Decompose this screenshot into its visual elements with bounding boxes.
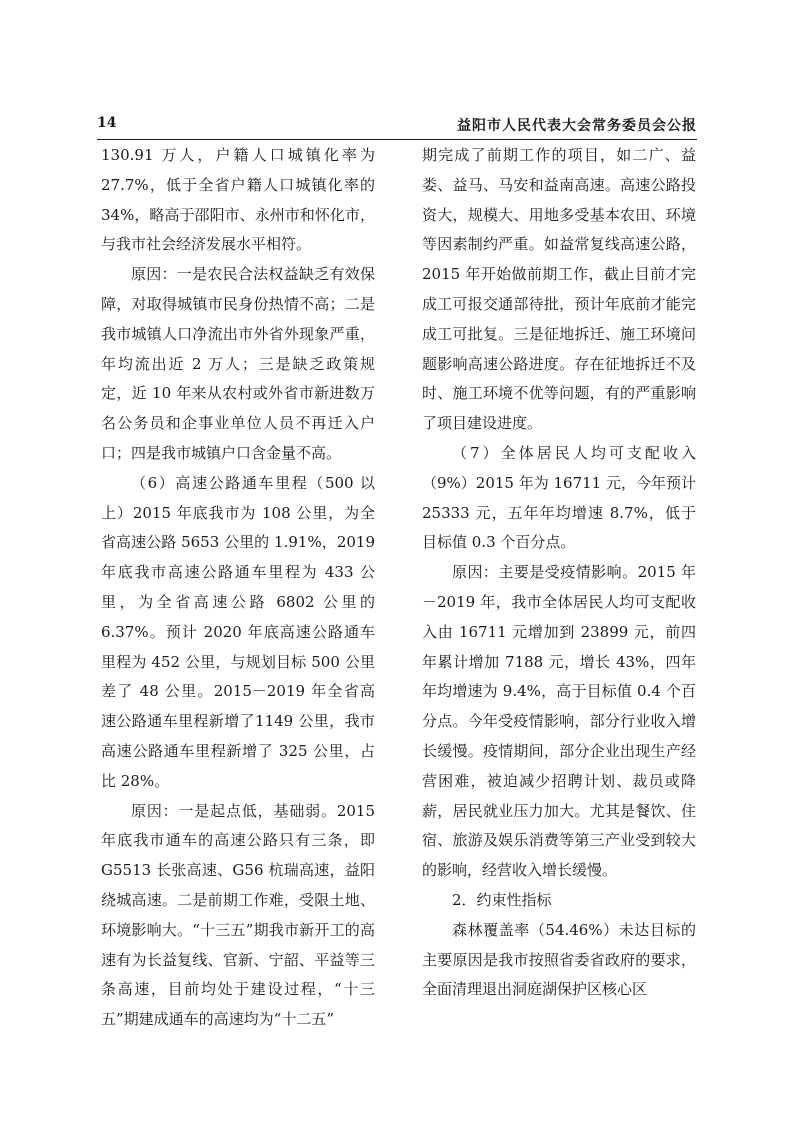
right-column [422,141,696,999]
page-number: 14 [97,115,117,131]
section-heading: 2．约束性指标 [452,890,552,909]
journal-title: 益阳市人民代表大会常务委员会公报 [457,118,697,134]
paragraph: 原因：一是农民合法权益缺乏有效保障，对取得城镇市民身份热情不高；二是我市城镇人口净流出市外省外现象严重，年均流出近 2 万人；三是缺乏政策规定，近 10 年来从农村或外省市新进数万名公务员和企事业单位人员不再迁入户口；四是我市城镇户口含金量不高。 [101,265,375,462]
page-header [97,115,697,137]
paragraph-continued: 130.91 万人，户籍人口城镇化率为27.7%，低于全省户籍人口城镇化率的34%，略高于邵阳市、永州市和怀化市，与我市社会经济发展水平相符。 [101,146,375,254]
left-column [101,141,375,1029]
paragraph: 原因：主要是受疫情影响。2015 年－2019 年，我市全体居民人均可支配收入由 16711 元增加到 23899 元，前四年累计增加 7188 元，增长 43%，四年年均增速为 9.4%，高于目标值 0.4 个百分点。今年受疫情影响，部分行业收入增长缓慢。疫情期间，部分企业出现生产经营困难，被迫减少招聘计划、裁员或降薪，居民就业压力加大。尤其是餐饮、住宿、旅游及娱乐消费等第三产业受到较大的影响，经营收入增长缓慢。 [422,563,696,880]
paragraph-forest-coverage: 森林覆盖率（54.46%）未达目标的主要原因是我市按照省委省政府的要求，全面清理退出洞庭湖保护区核心区 [422,920,696,999]
paragraph-disposable-income: （7）全体居民人均可支配收入（9%）2015 年为 16711 元，今年预计 25333 元，五年年均增速 8.7%，低于目标值 0.3 个百分点。 [422,443,696,552]
header-rule [97,139,697,140]
paragraph-continued: 期完成了前期工作的项目，如二广、益娄、益马、马安和益南高速。高速公路投资大，规模大、用地多受基本农田、环境等因素制约严重。如益常复线高速公路，2015 年开始做前期工作，截止目前才完成工可报交通部待批，预计年底前才能完成工可批复。三是征地拆迁、施工环境问题影响高速公路进度。存在征地拆迁不及时、施工环境不优等问题，有的严重影响了项目建设进度。 [422,146,696,433]
paragraph: 原因：一是起点低，基础弱。2015 年底我市通车的高速公路只有三条，即G5513 长张高速、G56 杭瑞高速，益阳绕城高速。二是前期工作难，受限土地、环境影响大。“十三五”期我市新开工的高速有为长益复线、官新、宁韶、平益等三条高速，目前均处于建设过程，“十三五”期建成通车的高速均为“十二五” [101,801,375,1029]
paragraph-highway-mileage: （6）高速公路通车里程（500 以上）2015 年底我市为 108 公里，为全省高速公路 5653 公里的 1.91%，2019 年底我市高速公路通车里程为 433 公里，为全省高速公路 6802 公里的 6.37%。预计 2020 年底高速公路通车里程为 452 公里，与规划目标 500 公里差了 48 公里。2015－2019 年全省高速公路通车里程新增了1149 公里，我市高速公路通车里程新增了 325 公里，占比 28%。 [101,473,375,790]
